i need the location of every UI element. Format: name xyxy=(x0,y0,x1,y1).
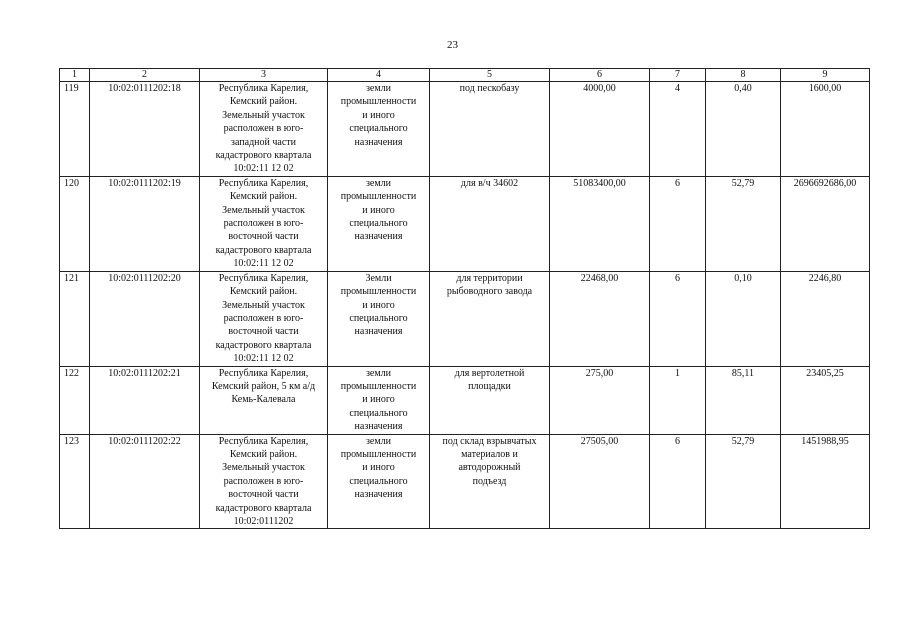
cadastral-number: 10:02:0111202:21 xyxy=(90,366,200,434)
location-cell xyxy=(200,271,328,366)
column-9-cell: 2696692686,00 xyxy=(781,176,870,271)
row-number: 119 xyxy=(60,82,90,177)
location-text: Республика Карелия, Кемский район. Земельный участок расположен в юго- западной части кадастрового квартала 10:02:11 12 02 xyxy=(215,83,312,175)
column-header: 7 xyxy=(650,69,706,82)
area-cell: 275,00 xyxy=(550,366,650,434)
location-text: Республика Карелия, Кемский район. Земельный участок расположен в юго- восточной части кадастрового квартала 10:02:11 12 02 xyxy=(215,272,312,365)
area-cell: 4000,00 xyxy=(550,82,650,177)
category-cell xyxy=(328,434,430,529)
column-7-cell: 6 xyxy=(650,271,706,366)
column-header: 9 xyxy=(781,69,870,82)
column-9-cell: 23405,25 xyxy=(781,366,870,434)
column-8-cell: 0,40 xyxy=(706,82,781,177)
location-cell xyxy=(200,82,328,177)
row-number: 123 xyxy=(60,434,90,529)
table-row xyxy=(60,366,870,434)
category-text: земли промышленности и иного специального назначения xyxy=(340,83,417,148)
area-cell: 27505,00 xyxy=(550,434,650,529)
row-number: 120 xyxy=(60,176,90,271)
cadastral-number: 10:02:0111202:22 xyxy=(90,434,200,529)
category-cell xyxy=(328,271,430,366)
use-cell xyxy=(430,271,550,366)
column-header: 5 xyxy=(430,69,550,82)
use-text: для в/ч 34602 xyxy=(460,177,519,189)
category-text: земли промышленности и иного специального назначения xyxy=(340,177,417,243)
column-7-cell: 1 xyxy=(650,366,706,434)
column-7-cell: 6 xyxy=(650,176,706,271)
use-cell xyxy=(430,366,550,434)
location-cell xyxy=(200,434,328,529)
use-text: под пескобазу xyxy=(459,83,520,94)
row-number: 122 xyxy=(60,366,90,434)
column-header: 6 xyxy=(550,69,650,82)
cadastral-number: 10:02:0111202:20 xyxy=(90,271,200,366)
use-text: для вертолетной площадки xyxy=(454,367,525,392)
table-row xyxy=(60,434,870,529)
column-8-cell: 0,10 xyxy=(706,271,781,366)
use-cell xyxy=(430,434,550,529)
category-text: земли промышленности и иного специального назначения xyxy=(340,435,417,501)
column-9-cell: 2246,80 xyxy=(781,271,870,366)
location-cell xyxy=(200,366,328,434)
column-header: 8 xyxy=(706,69,781,82)
use-cell xyxy=(430,176,550,271)
column-8-cell: 85,11 xyxy=(706,366,781,434)
table-row xyxy=(60,176,870,271)
column-header: 2 xyxy=(90,69,200,82)
location-text: Республика Карелия, Кемский район. Земельный участок расположен в юго- восточной части кадастрового квартала 10:02:0111202 xyxy=(215,435,312,527)
column-8-cell: 52,79 xyxy=(706,434,781,529)
category-cell xyxy=(328,82,430,177)
use-text: для территории рыбоводного завода xyxy=(446,272,533,298)
column-9-cell: 1451988,95 xyxy=(781,434,870,529)
column-9-cell: 1600,00 xyxy=(781,82,870,177)
column-header: 4 xyxy=(328,69,430,82)
use-text: под склад взрывчатых материалов и автодорожный подъезд xyxy=(442,435,537,487)
location-text: Республика Карелия, Кемский район. Земельный участок расположен в юго- восточной части кадастрового квартала 10:02:11 12 02 xyxy=(215,177,312,270)
cadastral-number: 10:02:0111202:19 xyxy=(90,176,200,271)
area-cell: 22468,00 xyxy=(550,271,650,366)
column-7-cell: 6 xyxy=(650,434,706,529)
column-7-cell: 4 xyxy=(650,82,706,177)
table-header-row xyxy=(60,69,870,82)
column-header: 3 xyxy=(200,69,328,82)
page-number: 23 xyxy=(447,39,458,51)
use-cell xyxy=(430,82,550,177)
land-parcels-table xyxy=(59,68,870,529)
category-text: земли промышленности и иного специального назначения xyxy=(340,367,417,433)
column-header: 1 xyxy=(60,69,90,82)
row-number: 121 xyxy=(60,271,90,366)
cadastral-number: 10:02:0111202:18 xyxy=(90,82,200,177)
location-text: Республика Карелия, Кемский район, 5 км а/д Кемь-Калевала xyxy=(211,367,316,406)
column-8-cell: 52,79 xyxy=(706,176,781,271)
location-cell xyxy=(200,176,328,271)
table-row xyxy=(60,271,870,366)
category-text: Земли промышленности и иного специального назначения xyxy=(340,272,417,338)
area-cell: 51083400,00 xyxy=(550,176,650,271)
table-row xyxy=(60,82,870,177)
category-cell xyxy=(328,176,430,271)
category-cell xyxy=(328,366,430,434)
